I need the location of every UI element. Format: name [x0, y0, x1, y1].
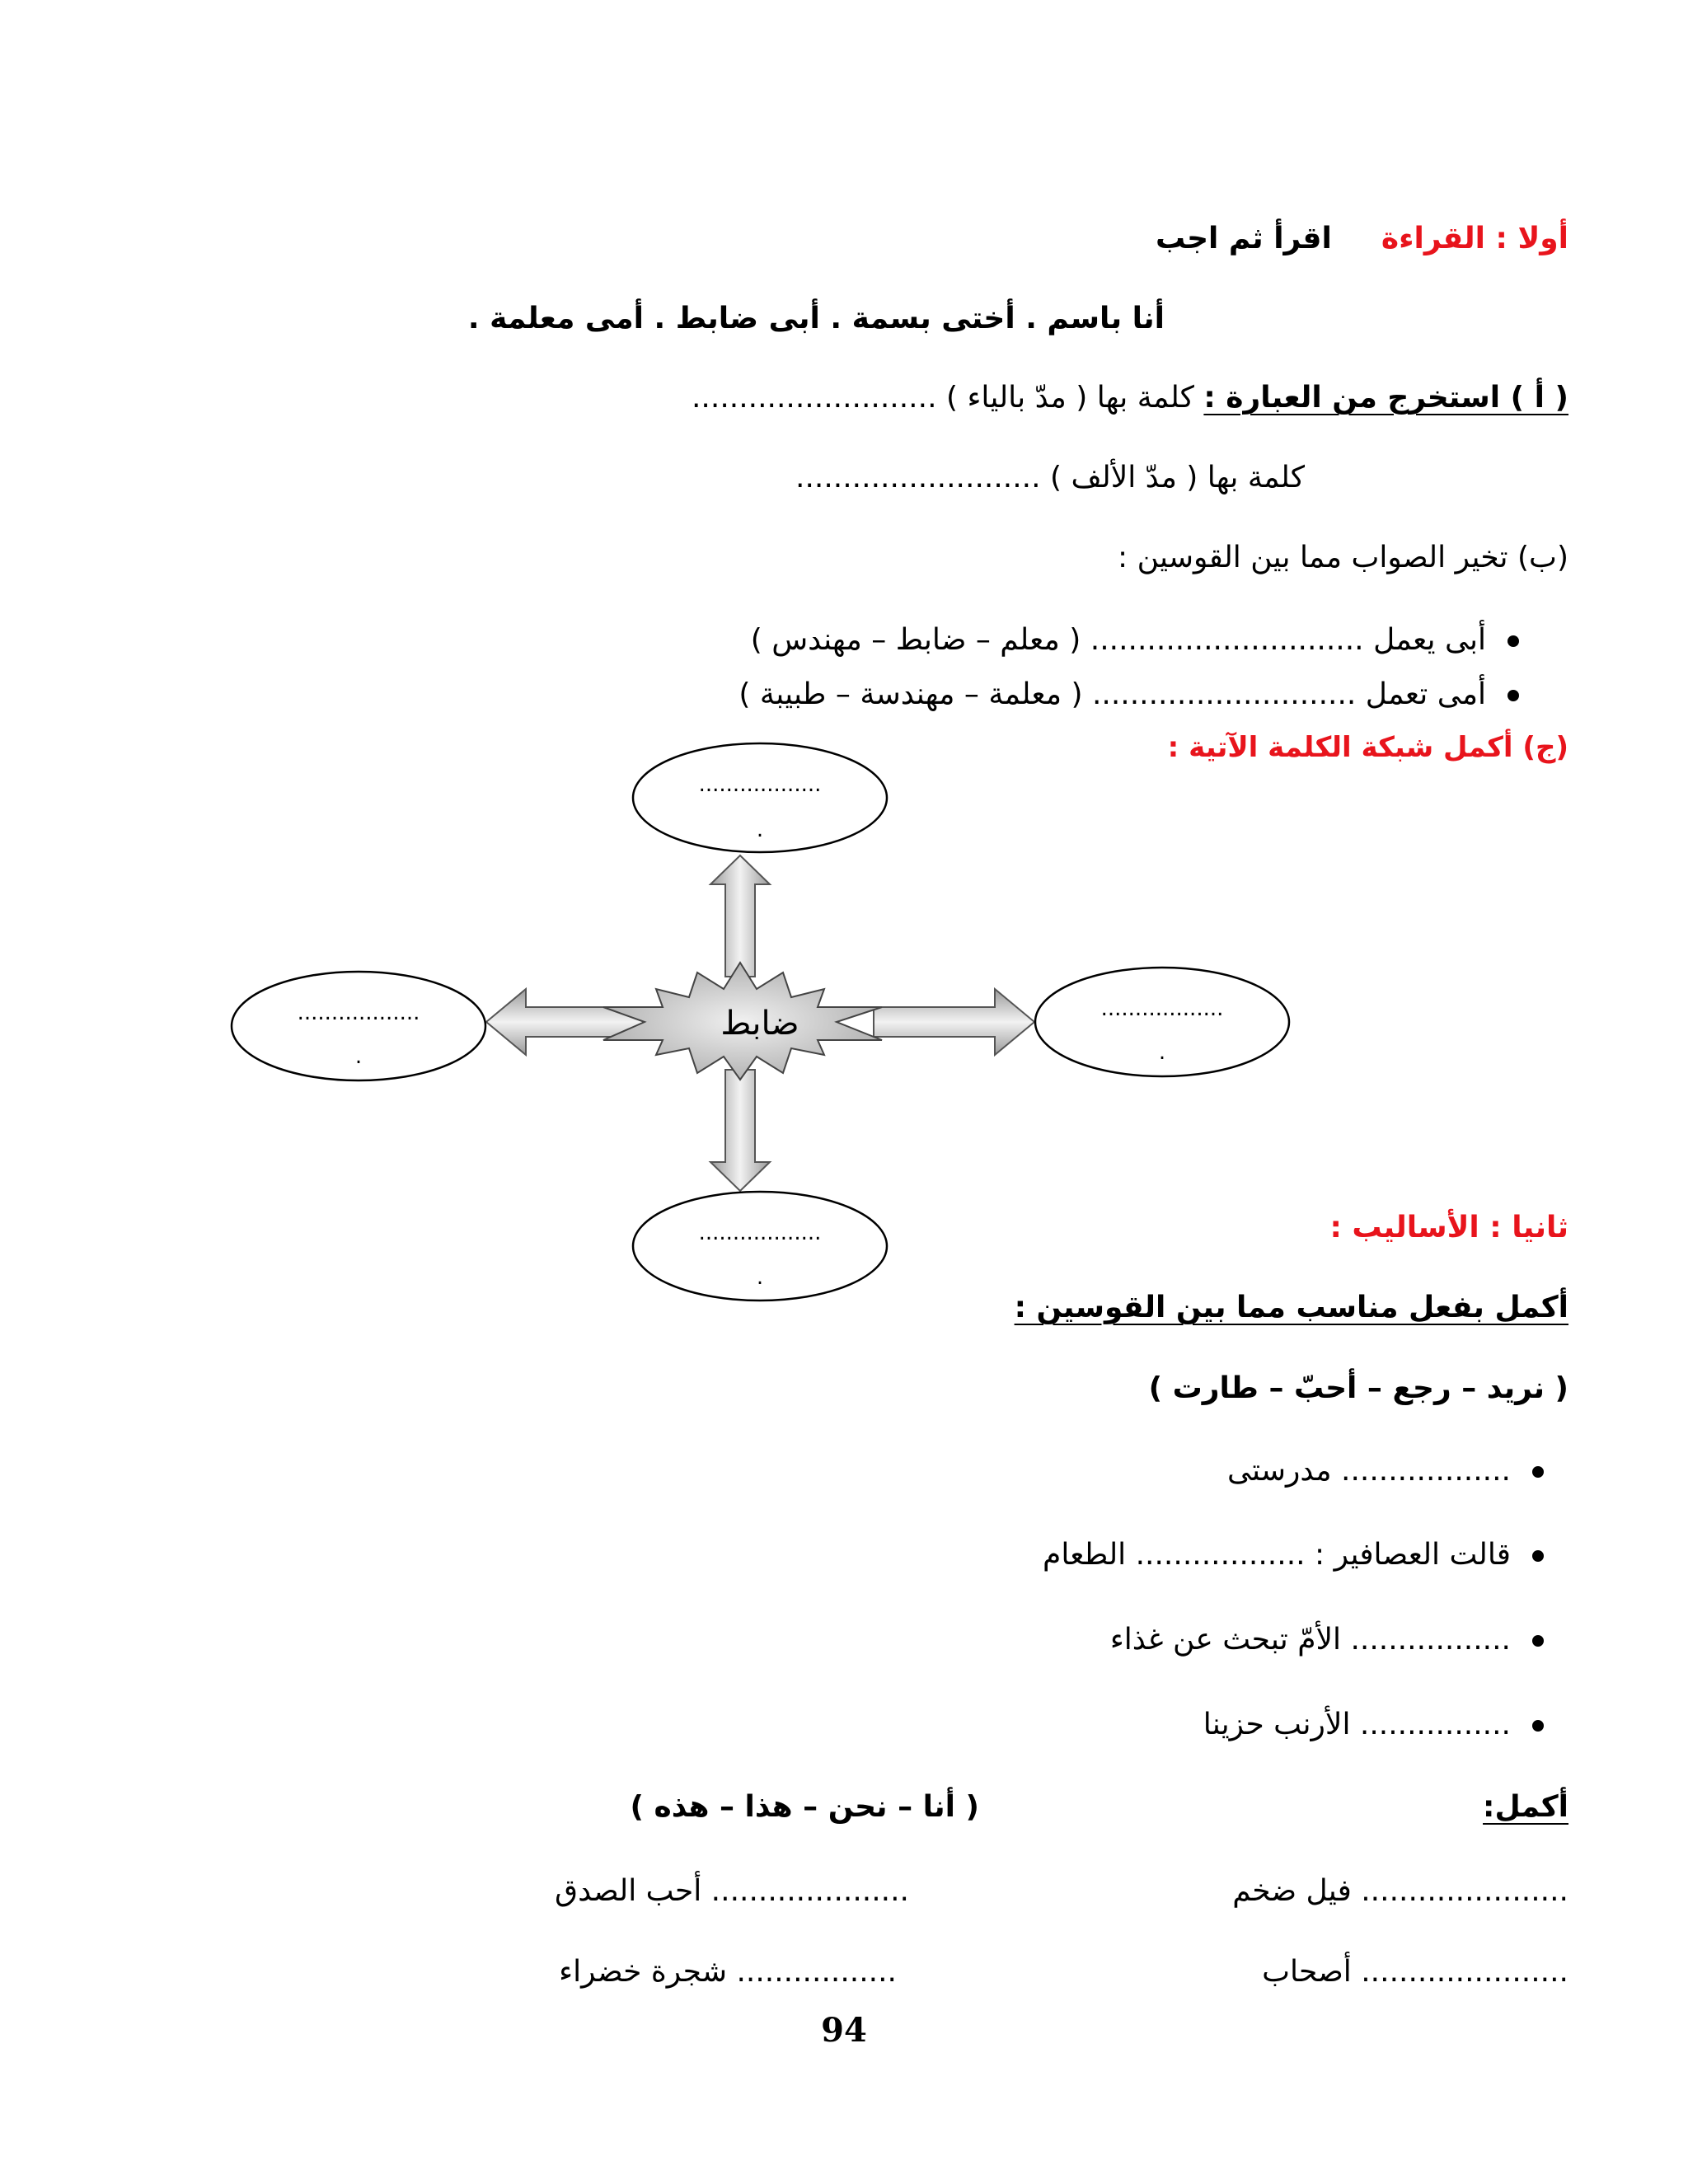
web-bubble-bottom[interactable] [633, 1192, 887, 1301]
svg-text:..................: .................. [297, 1001, 420, 1025]
svg-text:.: . [756, 818, 764, 842]
arrow-left-icon [486, 989, 643, 1055]
svg-text:..................: .................. [698, 772, 822, 797]
svg-text:..................: .................. [698, 1221, 822, 1245]
section2-item: ................ الأرنب حزينا [1203, 1704, 1544, 1746]
section2-heading: ثانيا : الأساليب : [1329, 1211, 1568, 1244]
complete-item: ................. شجرة خضراء [559, 1955, 897, 1989]
part-a-label: ( أ ) استخرج من العبارة : [1203, 381, 1568, 415]
word-web-diagram [223, 742, 1294, 1319]
bullet-icon [1507, 690, 1519, 701]
section1-heading-line [1156, 218, 1568, 260]
svg-text:.: . [756, 1265, 764, 1290]
part-c-label: (ج) أكمل شبكة الكلمة الآتية : [1167, 731, 1568, 764]
bullet-icon [1532, 1550, 1544, 1562]
part-b-label: (ب) تخير الصواب مما بين القوسين : [1118, 541, 1568, 574]
bullet-icon [1532, 1720, 1544, 1732]
complete-options: ( أنا – نحن – هذا – هذه ) [630, 1790, 979, 1824]
web-bubble-right[interactable] [1035, 968, 1289, 1076]
svg-text:.: . [1158, 1040, 1166, 1065]
section2-options: ( نريد – رجع – أحبّ – طارت ) [1148, 1371, 1568, 1405]
arrow-up-icon [710, 855, 770, 977]
section2-item: ................. الأمّ تبحث عن غذاء [1110, 1619, 1544, 1661]
complete-label: أكمل: [1483, 1790, 1568, 1824]
arrow-down-icon [710, 1070, 770, 1191]
center-word: ضابط [720, 1005, 799, 1043]
web-bubble-top[interactable] [633, 743, 887, 852]
complete-item: ...................... أصحاب [1262, 1955, 1568, 1989]
arrow-right-icon [874, 989, 1034, 1055]
svg-text:.: . [354, 1044, 363, 1069]
svg-text:..................: .................. [1100, 996, 1224, 1021]
part-a-question-1: كلمة بها ( مدّ بالياء ) .......................... [691, 381, 1194, 415]
page-number: 94 [821, 2011, 867, 2050]
part-a-line [692, 377, 1568, 419]
section1-instruction: اقرأ ثم اجب [1155, 222, 1332, 255]
bullet-icon [1507, 635, 1519, 647]
section2-instruction: أكمل بفعل مناسب مما بين القوسين : [1014, 1291, 1568, 1324]
bullet-icon [1532, 1466, 1544, 1478]
part-b-item: أبى يعمل ............................. ( معلم – ضابط – مهندس ) [751, 620, 1519, 661]
section2-item: .................. مدرستى [1227, 1451, 1544, 1492]
complete-item: ..................... أحب الصدق [555, 1874, 909, 1908]
complete-item: ...................... فيل ضخم [1232, 1874, 1568, 1908]
bullet-icon [1532, 1635, 1544, 1647]
part-b-item: أمى تعمل ............................ ( معلمة – مهندسة – طبيبة ) [738, 674, 1519, 715]
section1-heading: أولا : القراءة [1381, 222, 1568, 255]
web-bubble-left[interactable] [232, 972, 485, 1080]
part-a-question-2: كلمة بها ( مدّ الألف ) .......................... [795, 461, 1305, 494]
reading-passage: أنا باسم . أختى بسمة . أبى ضابط . أمى معلمة . [467, 302, 1165, 335]
section2-item: قالت العصافير : .................. الطعام [1043, 1535, 1544, 1576]
